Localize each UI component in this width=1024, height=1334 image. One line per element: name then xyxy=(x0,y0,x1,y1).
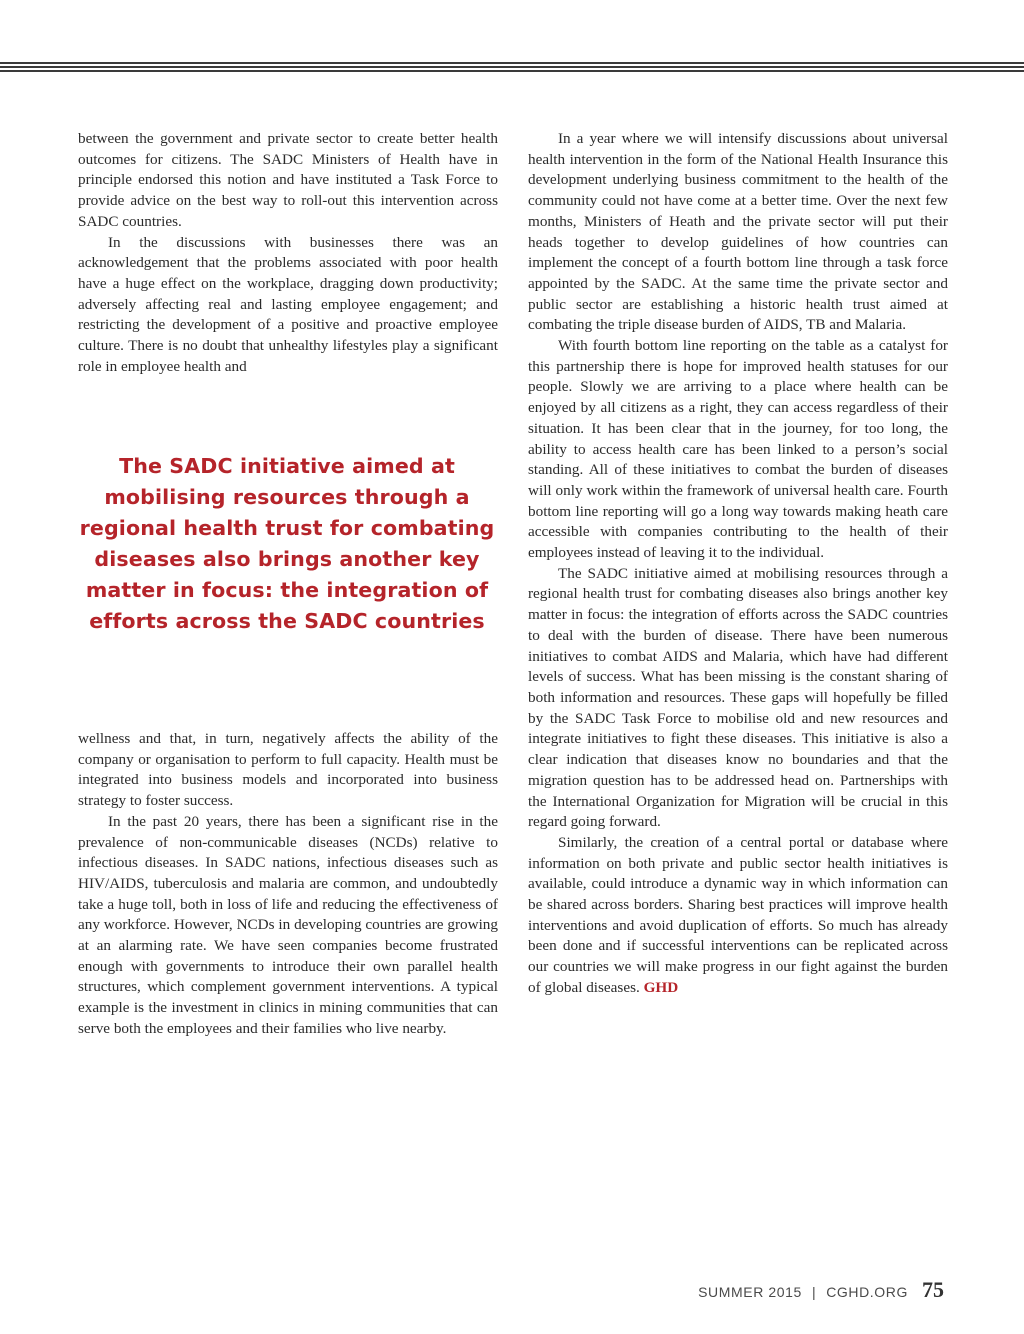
paragraph: With fourth bottom line reporting on the table as a catalyst for this partnership there is hope for improved health statuses for our people. Slowly we are arriving to a place where health can be enjoyed by all citizens as a right, they can access regardless of their situation. It has been clear that in the journey, for too long, the ability to access health care has been linked to a person’s social standing. All of these initiatives to combat the burden of diseases will only work within the framework of universal health care. Fourth bottom line reporting will go a long way towards making heath care accessible with companies contributing to the health of their employees instead of leaving it to the individual. xyxy=(528,337,948,562)
header-rules xyxy=(0,62,1024,74)
signature-mark: GHD xyxy=(643,978,679,996)
paragraph: The SADC initiative aimed at mobilising resources through a regional health trust for combating diseases also brings another key matter in focus: the integration of efforts across the SADC countries to deal with the burden of disease. There have been numerous initiatives to combat AIDS and Malaria, which have had different levels of success. What has been missing is the constant sharing of both information and resources. These gaps will hopefully be filled by the SADC Task Force to mobilise old and new resources and integrate initiatives to fight these diseases. This initiative is also a clear indication that diseases know no boundaries and that the migration question has to be addressed head on. Partnerships with the International Organization for Migration will be crucial in this regard going forward. xyxy=(528,564,948,831)
paragraph-last xyxy=(528,833,948,999)
right-column xyxy=(528,129,948,999)
paragraph: wellness and that, in turn, negatively affects the ability of the company or organisation to perform to full capacity. Health must be integrated into business models and incorporated into business strategy to foster success. xyxy=(78,730,498,810)
footer-issue: SUMMER 2015 xyxy=(698,1284,802,1300)
paragraph: between the government and private sector to create better health outcomes for citizens. The SADC Ministers of Health have in principle endorsed this notion and have instituted a Task Force to provide advice on the best way to roll-out this intervention across SADC countries. xyxy=(78,130,498,230)
page-number: 75 xyxy=(922,1277,944,1302)
page-footer xyxy=(698,1277,944,1303)
paragraph: In the past 20 years, there has been a significant rise in the prevalence of non-communicable diseases (NCDs) relative to infectious diseases. In SADC nations, infectious diseases such as HIV/AIDS, tuberculosis and malaria are common, and undoubtedly take a huge toll, both in loss of life and reducing the effectiveness of any workforce. However, NCDs in developing countries are growing at an alarming rate. We have seen companies become frustrated enough with governments to introduce their own parallel health structures, which complement government interventions. A typical example is the investment in clinics in mining communities that can serve both the employees and their families who live nearby. xyxy=(78,812,498,1037)
paragraph: In the discussions with businesses there was an acknowledgement that the problems associated with poor health have a huge effect on the workplace, dragging down productivity; adversely affecting real and lasting employee engagement; and restricting the development of a positive and proactive employee culture. There is no doubt that unhealthy lifestyles play a significant role in employee health and xyxy=(78,233,498,375)
footer-separator: | xyxy=(811,1284,817,1300)
footer-site[interactable]: CGHD.ORG xyxy=(826,1284,908,1300)
pull-quote: The SADC initiative aimed at mobilising resources through a regional health trust for combating diseases also brings another key matter in focus: the integration of efforts across the SADC countries xyxy=(79,454,495,633)
left-column-top xyxy=(78,129,498,377)
left-column-bottom xyxy=(78,729,498,1040)
paragraph-text: Similarly, the creation of a central portal or database where information on both private and public sector health initiatives is available, could introduce a dynamic way in which information can be shared across borders. Sharing best practices will improve health interventions and avoid duplication of efforts. So much has already been done and if successful interventions can be replicated across our countries we will make progress in our fight against the burden of global diseases. xyxy=(528,833,948,996)
paragraph: In a year where we will intensify discussions about universal health intervention in the form of the National Health Insurance this development underlying business commitment to the health of the community could not have come at a better time. Over the next few months, Ministers of Heath and the private sector will put their heads together to develop guidelines of how countries can implement the concept of a fourth bottom line through a task force appointed by the SADC. At the same time the private sector and public sector are establishing a historic health trust aimed at combating the triple disease burden of AIDS, TB and Malaria. xyxy=(528,130,948,334)
